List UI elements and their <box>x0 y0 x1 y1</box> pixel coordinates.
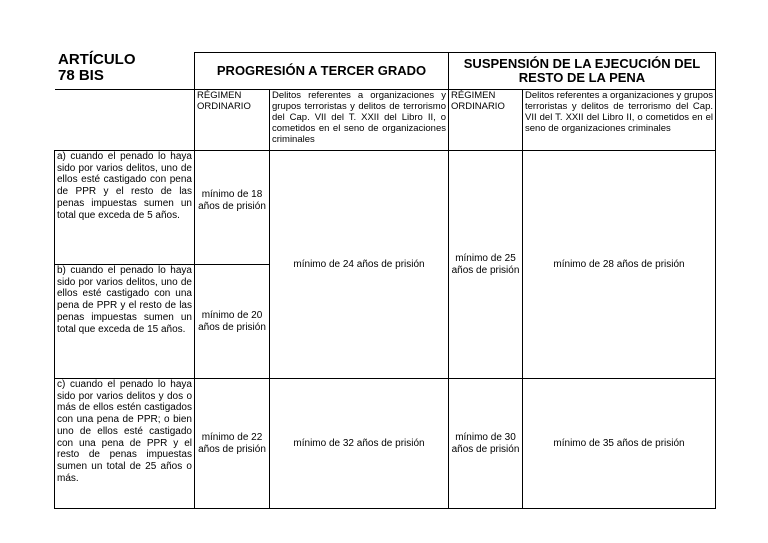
suspension-terrorism-c: mínimo de 35 años de prisión <box>523 379 716 509</box>
article-title-line2: 78 BIS <box>58 67 104 84</box>
progression-terrorism-header: Delitos referentes a organizaciones y grupos terroristas y delitos de terrorismo del Cap. VII del T. XXII del Libro II, o cometidos en el seno de organizaciones criminales <box>270 90 449 151</box>
condition-c: c) cuando el penado lo haya sido por varios delitos y dos o más de ellos estén castigados con una pena de PPR; o bien uno de ellos esté castigado con una pena de PPR y el resto de penas impuestas sumen un total de 25 años o más. <box>55 379 195 509</box>
table-row <box>55 151 716 265</box>
progression-header: PROGRESIÓN A TERCER GRADO <box>195 53 449 90</box>
suspension-terrorism-ab: mínimo de 28 años de prisión <box>523 151 716 379</box>
suspension-header: SUSPENSIÓN DE LA EJECUCIÓN DEL RESTO DE LA PENA <box>449 53 716 90</box>
article-title-line1: ARTÍCULO <box>58 51 136 68</box>
table-row <box>55 379 716 509</box>
suspension-ordinary-c: mínimo de 30 años de prisión <box>449 379 523 509</box>
penalty-table <box>54 52 716 509</box>
progression-ordinary-b: mínimo de 20 años de prisión <box>195 265 270 379</box>
progression-ordinary-a: mínimo de 18 años de prisión <box>195 151 270 265</box>
condition-a: a) cuando el penado lo haya sido por varios delitos, uno de ellos esté castigado con pena de PPR y el resto de las penas impuestas sumen un total que exceda de 5 años. <box>55 151 195 265</box>
empty-cell <box>55 90 195 151</box>
progression-terrorism-ab: mínimo de 24 años de prisión <box>270 151 449 379</box>
suspension-ordinary-ab: mínimo de 25 años de prisión <box>449 151 523 379</box>
condition-b: b) cuando el penado lo haya sido por varios delitos, uno de ellos esté castigado con una pena de PPR y el resto de las penas impuestas sumen un total que exceda de 15 años. <box>55 265 195 379</box>
group-header-row <box>55 53 716 90</box>
suspension-terrorism-header: Delitos referentes a organizaciones y grupos terroristas y delitos de terrorismo del Cap. VII del T. XXII del Libro II, o cometidos en el seno de organizaciones criminales <box>523 90 716 151</box>
suspension-ordinary-header: RÉGIMEN ORDINARIO <box>449 90 523 151</box>
progression-ordinary-header: RÉGIMEN ORDINARIO <box>195 90 270 151</box>
article-cell <box>55 53 195 90</box>
progression-terrorism-c: mínimo de 32 años de prisión <box>270 379 449 509</box>
progression-ordinary-c: mínimo de 22 años de prisión <box>195 379 270 509</box>
sub-header-row <box>55 90 716 151</box>
